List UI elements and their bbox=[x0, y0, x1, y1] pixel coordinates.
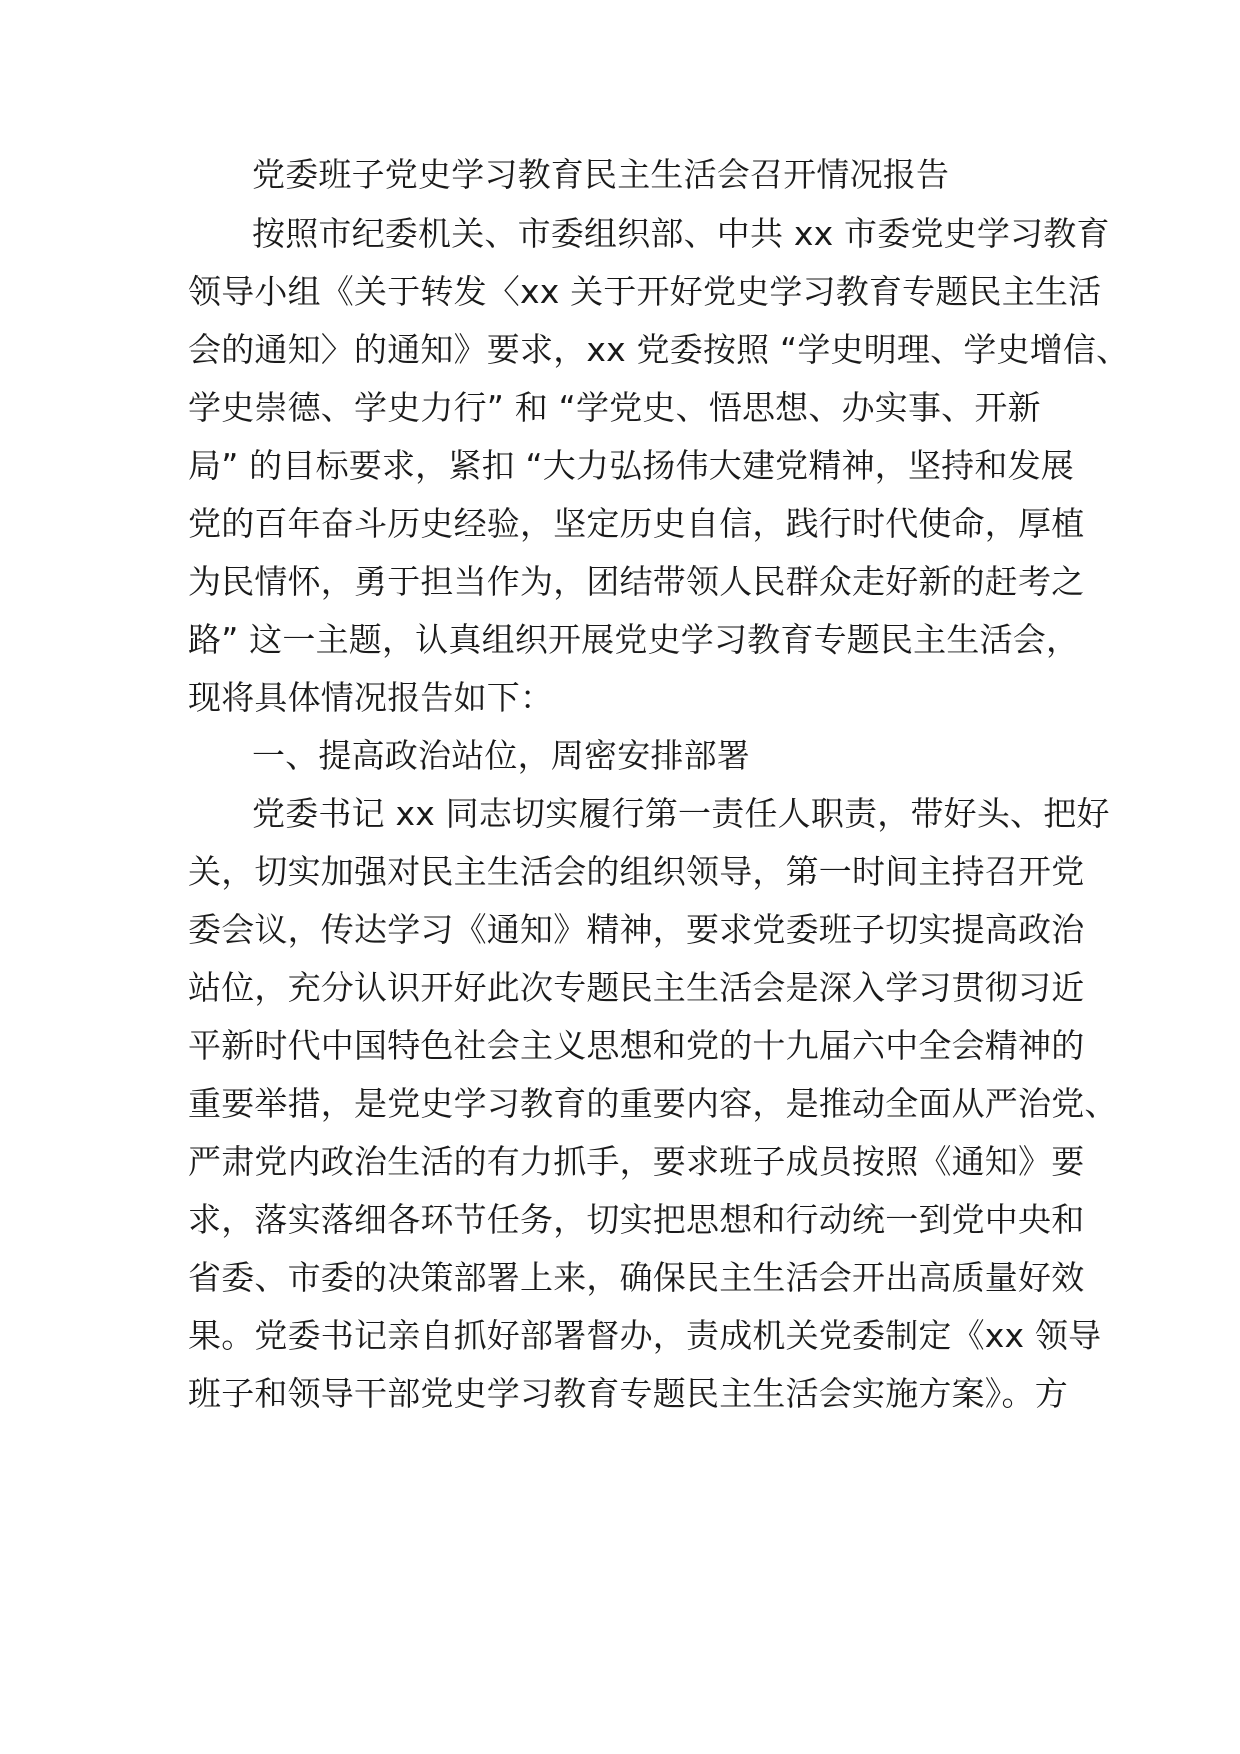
paragraph-line: 按照市纪委机关、市委组织部、中共 xx 市委党史学习教育 bbox=[252, 214, 1110, 253]
paragraph-line: 班子和领导干部党史学习教育专题民主生活会实施方案》。方 bbox=[188, 1374, 1068, 1413]
paragraph-line: 为民情怀，勇于担当作为，团结带领人民群众走好新的赶考之 bbox=[188, 562, 1085, 601]
paragraph-line: 平新时代中国特色社会主义思想和党的十九届六中全会精神的 bbox=[188, 1026, 1085, 1065]
paragraph-line: 现将具体情况报告如下： bbox=[188, 678, 554, 717]
paragraph-line: 关，切实加强对民主生活会的组织领导，第一时间主持召开党 bbox=[188, 852, 1085, 891]
paragraph-line: 领导小组《关于转发〈xx 关于开好党史学习教育专题民主生活 bbox=[188, 272, 1102, 311]
paragraph-line: 路” 这一主题，认真组织开展党史学习教育专题民主生活会， bbox=[188, 620, 1080, 659]
paragraph-line: 严肃党内政治生活的有力抓手，要求班子成员按照《通知》要 bbox=[188, 1142, 1085, 1181]
paragraph-line: 党的百年奋斗历史经验，坚定历史自信，践行时代使命，厚植 bbox=[188, 504, 1085, 543]
paragraph-line: 学史崇德、学史力行” 和 “学党史、悟思想、办实事、开新 bbox=[188, 388, 1041, 427]
paragraph-line: 站位，充分认识开好此次专题民主生活会是深入学习贯彻习近 bbox=[188, 968, 1085, 1007]
paragraph-line: 委会议，传达学习《通知》精神，要求党委班子切实提高政治 bbox=[188, 910, 1085, 949]
paragraph-line: 重要举措，是党史学习教育的重要内容，是推动全面从严治党、 bbox=[188, 1084, 1118, 1123]
paragraph-line: 省委、市委的决策部署上来，确保民主生活会开出高质量好效 bbox=[188, 1258, 1085, 1297]
paragraph-line: 党委书记 xx 同志切实履行第一责任人职责，带好头、把好 bbox=[252, 794, 1110, 833]
paragraph-line: 求，落实落细各环节任务，切实把思想和行动统一到党中央和 bbox=[188, 1200, 1085, 1239]
paragraph-line: 局” 的目标要求，紧扣 “大力弘扬伟大建党精神，坚持和发展 bbox=[188, 446, 1074, 485]
paragraph-line: 会的通知〉的通知》要求，xx 党委按照 “学史明理、学史增信、 bbox=[188, 330, 1130, 369]
section-heading: 一、提高政治站位，周密安排部署 bbox=[252, 736, 750, 775]
document-title: 党委班子党史学习教育民主生活会召开情况报告 bbox=[252, 155, 950, 194]
paragraph-line: 果。党委书记亲自抓好部署督办，责成机关党委制定《xx 领导 bbox=[188, 1316, 1102, 1355]
